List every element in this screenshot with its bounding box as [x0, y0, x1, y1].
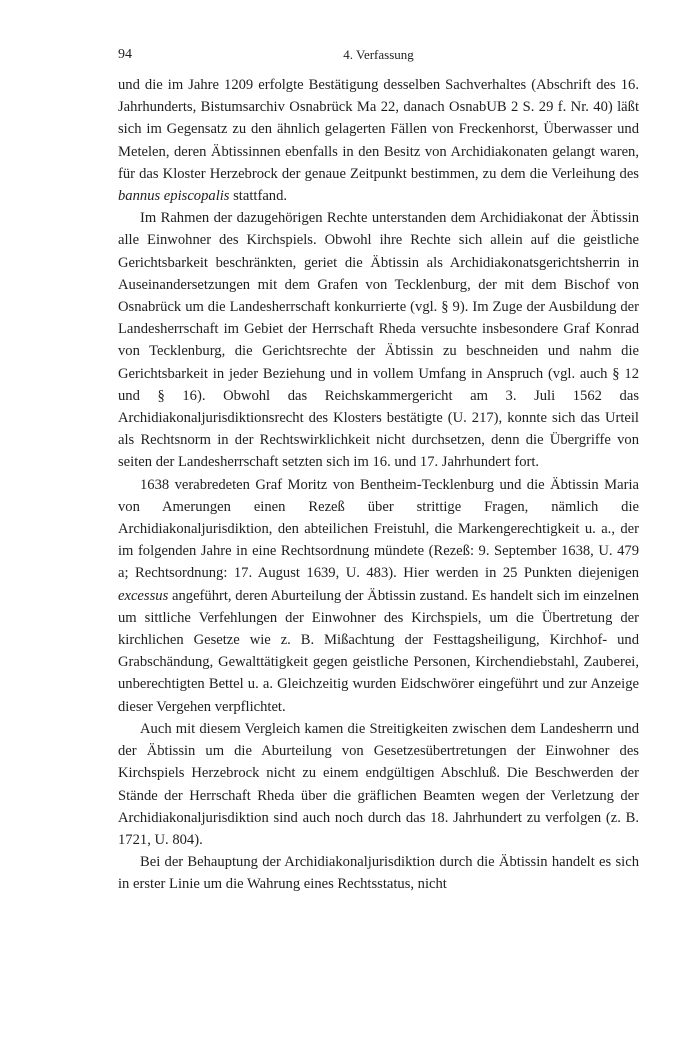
text-run: Im Rahmen der dazugehörigen Rechte unterstanden dem Archidiakonat der Äbtissin alle Einwohner des Kirchspiels. Obwohl ihre Rechte sich allein auf die geistliche Gerichtsbarkeit beschränkten, geriet die Äbtissin als Archidiakonatsgerichtsherrin in Auseinandersetzungen mit dem Grafen von Tecklenburg, der mit dem Bischof von Osnabrück um die Landesherrschaft konkurrierte (vgl. § 9). Im Zuge der Ausbildung der Landesherrschaft im Gebiet der Herrschaft Rheda versuchte insbesondere Graf Konrad von Tecklenburg, die Gerichtsrechte der Äbtissin zu beschneiden und nahm die Gerichtsbarkeit in jeder Beziehung und in vollem Umfang in Anspruch (vgl. auch § 12 und § 16). Obwohl das Reichskammergericht am 3. Juli 1562 das Archidiakonaljurisdiktionsrecht des Klosters bestätigte (U. 217), konnte sich das Urteil als Rechtsnorm in der Rechtswirklichkeit nicht durchsetzen, denn die Übergriffe von seiten der Landesherrschaft setzten sich im 16. und 17. Jahrhundert fort.: [118, 210, 639, 471]
paragraph: [118, 851, 639, 895]
text-run: 1638 verabredeten Graf Moritz von Bentheim-Tecklenburg und die Äbtissin Maria von Amerungen einen Rezeß über strittige Fragen, nämlich die Archidiakonaljurisdiktion, den abteilichen Freistuhl, die Markengerechtigkeit u. a., der im folgenden Jahre in eine Rechtsordnung mündete (Rezeß: 9. September 1638, U. 479 a; Rechtsordnung: 17. August 1639, U. 483). Hier werden in 25 Punkten diejenigen: [118, 476, 639, 582]
body-text: [118, 74, 639, 896]
paragraph: [118, 74, 639, 207]
chapter-title: 4. Verfassung: [343, 47, 414, 62]
text-run: stattfand.: [229, 188, 288, 205]
paragraph: [118, 718, 639, 851]
page-number: 94: [118, 47, 132, 62]
text-run: angeführt, deren Aburteilung der Äbtissin zustand. Es handelt sich im einzelnen um sittliche Verfehlungen der Einwohner des Kirchspiels, um die Übertretung der kirchlichen Gesetze wie z. B. Mißachtung der Festtagsheiligung, Kirchhof- und Grabschändung, Gewalttätigkeit gegen geistliche Personen, Kirchendiebstahl, Zauberei, unberechtigten Bettel u. a. Gleichzeitig wurden Eidschwörer eingeführt und zur Anzeige dieser Vergehen verpflichtet.: [118, 587, 639, 715]
text-run: Auch mit diesem Vergleich kamen die Streitigkeiten zwischen dem Landesherrn und der Äbtissin um die Aburteilung von Gesetzesübertretungen der Einwohner des Kirchspiels Herzebrock nicht zu einem endgültigen Abschluß. Die Beschwerden der Stände der Herrschaft Rheda über die gräflichen Beamten wegen der Verletzung der Archidiakonaljurisdiktion sind auch noch durch das 18. Jahrhundert zu verfolgen (z. B. 1721, U. 804).: [118, 720, 639, 848]
text-run: Bei der Behauptung der Archidiakonaljurisdiktion durch die Äbtissin handelt es sich in erster Linie um die Wahrung eines Rechtsstatus, nicht: [118, 854, 639, 893]
text-run: und die im Jahre 1209 erfolgte Bestätigung desselben Sachverhaltes (Abschrift des 16. Jahrhunderts, Bistumsarchiv Osnabrück Ma 22, danach OsnabUB 2 S. 29 f. Nr. 40) läßt sich im Gegensatz zu den ähnlich gelagerten Fällen von Freckenhorst, Überwasser und Metelen, deren Äbtissinnen ebenfalls in den Besitz von Archidiakonaten gelangt waren, für das Kloster Herzebrock der genaue Zeitpunkt bestimmen, zu dem die Verleihung des: [118, 77, 639, 182]
running-head: [118, 46, 639, 68]
paragraph: [118, 207, 639, 473]
italic-term: excessus: [118, 587, 169, 604]
italic-term: bannus episcopalis: [118, 188, 230, 205]
book-page: [118, 46, 639, 896]
paragraph: [118, 474, 639, 718]
